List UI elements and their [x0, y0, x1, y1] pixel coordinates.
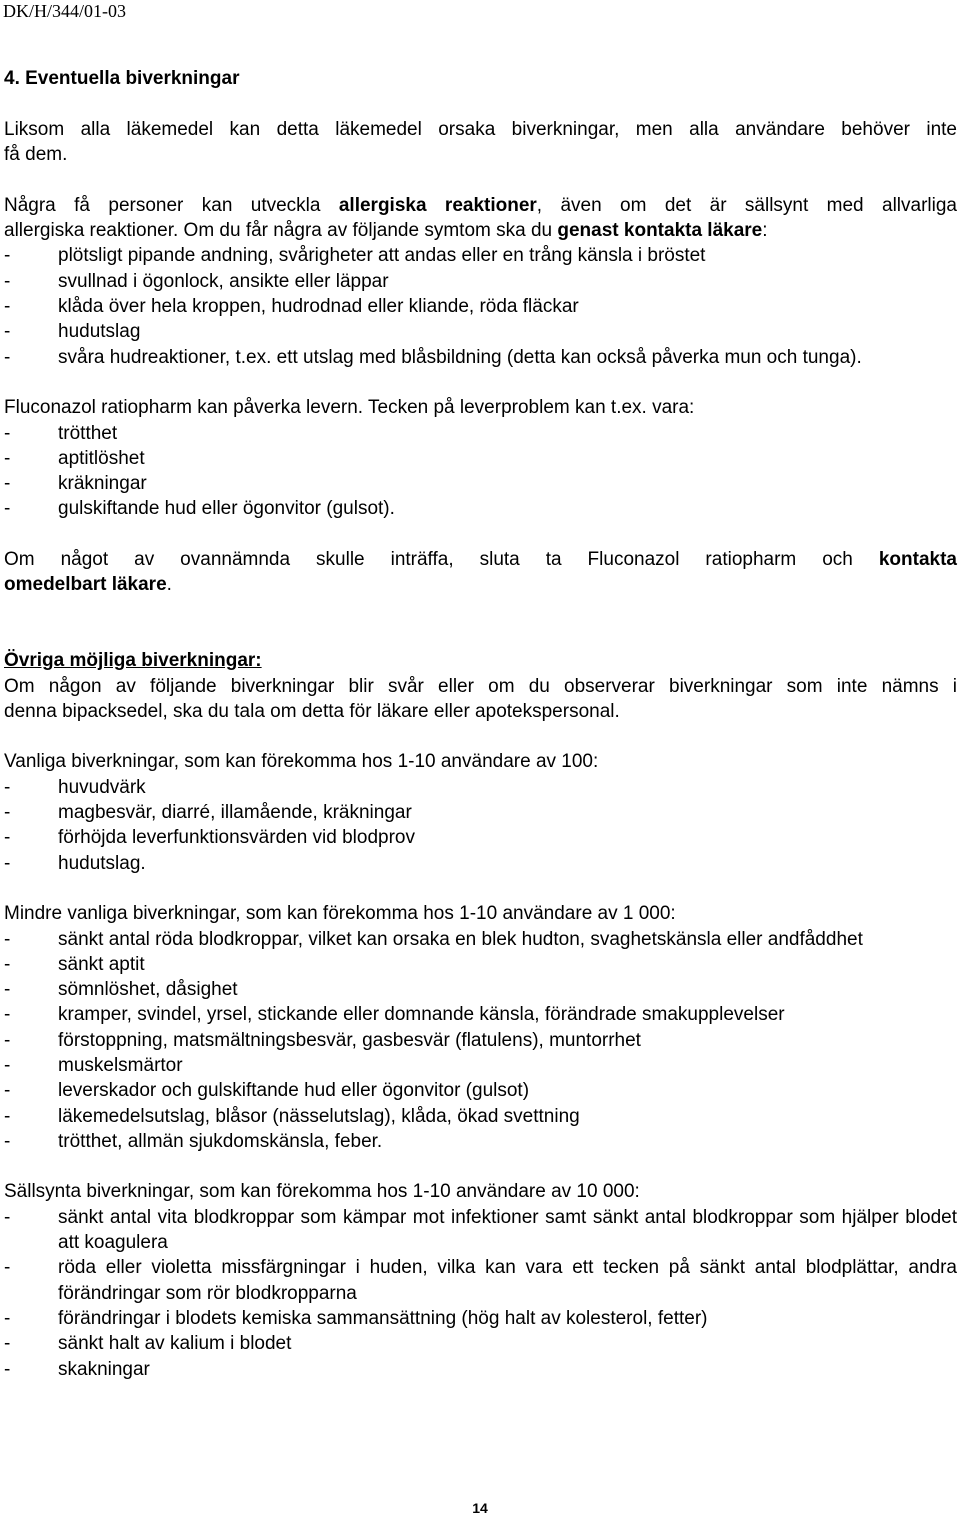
- list-item: - svåra hudreaktioner, t.ex. ett utslag med blåsbildning (detta kan också påverka mun och tunga).: [4, 346, 862, 368]
- list-item: - plötsligt pipande andning, svårigheter att andas eller en trång känsla i bröstet: [4, 245, 706, 267]
- rare-intro: Sällsynta biverkningar, som kan förekomma hos 1-10 användare av 10 000:: [4, 1181, 640, 1203]
- document-body: [4, 66, 957, 1382]
- uncommon-list: [4, 927, 957, 1155]
- document-reference: DK/H/344/01-03: [3, 1, 126, 21]
- section-title: 4. Eventuella biverkningar: [4, 68, 240, 89]
- list-item: - hudutslag: [4, 321, 141, 343]
- rare-paragraph: [4, 1179, 957, 1381]
- page-number: 14: [472, 1500, 488, 1516]
- liver-paragraph: [4, 395, 957, 521]
- list-item: - svullnad i ögonlock, ansikte eller läppar: [4, 270, 389, 292]
- list-item: - läkemedelsutslag, blåsor (nässelutslag), klåda, ökad svettning: [4, 1105, 580, 1127]
- common-list: [4, 775, 957, 876]
- stop-line-2: omedelbart läkare.: [4, 574, 172, 596]
- list-item: - klåda över hela kroppen, hudrodnad eller kliande, röda fläckar: [4, 296, 579, 318]
- list-item: - sänkt antal röda blodkroppar, vilket kan orsaka en blek hudton, svaghetskänsla eller andfåddhet: [4, 928, 863, 950]
- uncommon-paragraph: [4, 901, 957, 1154]
- list-item: - kramper, svindel, yrsel, stickande eller domnande känsla, förändrade smakupplevelser: [4, 1004, 785, 1026]
- list-item: - hudutslag.: [4, 852, 146, 874]
- stop-paragraph: [4, 547, 957, 598]
- list-item: - sänkt aptit: [4, 953, 145, 975]
- common-intro: Vanliga biverkningar, som kan förekomma hos 1-10 användare av 100:: [4, 751, 599, 773]
- allergy-line-2: allergiska reaktioner. Om du får några av följande symtom ska du genast kontakta läkare:: [4, 220, 768, 242]
- list-item: - muskelsmärtor: [4, 1054, 183, 1076]
- list-item: - aptitlöshet: [4, 447, 145, 469]
- other-heading: Övriga möjliga biverkningar:: [4, 650, 262, 672]
- allergy-paragraph: [4, 193, 957, 370]
- list-item: - trötthet: [4, 422, 118, 444]
- list-item: - kräkningar: [4, 473, 147, 495]
- list-item: - förändringar i blodets kemiska sammansättning (hög halt av kolesterol, fetter): [4, 1307, 708, 1329]
- list-item: - leverskador och gulskiftande hud eller ögonvitor (gulsot): [4, 1080, 530, 1102]
- list-item: - röda eller violetta missfärgningar i huden, vilka kan vara ett tecken på sänkt antal blodplättar, andra förändringar som rör blodkropparna: [4, 1257, 957, 1304]
- intro-line-2: få dem.: [4, 144, 68, 166]
- stop-line-1: Om något av ovannämnda skulle inträffa, sluta ta Fluconazol ratiopharm och kontakta: [4, 549, 957, 571]
- allergy-symptom-list: [4, 243, 957, 369]
- liver-intro: Fluconazol ratiopharm kan påverka levern. Tecken på leverproblem kan t.ex. vara:: [4, 397, 695, 419]
- other-line-2: denna bipacksedel, ska du tala om detta för läkare eller apotekspersonal.: [4, 700, 620, 722]
- common-paragraph: [4, 749, 957, 875]
- list-item: - förhöjda leverfunktionsvärden vid blodprov: [4, 827, 415, 849]
- other-line-1: Om någon av följande biverkningar blir svår eller om du observerar biverkningar som inte nämns i: [4, 675, 957, 697]
- list-item: - sömnlöshet, dåsighet: [4, 979, 238, 1001]
- list-item: - huvudvärk: [4, 776, 146, 798]
- list-item: - skakningar: [4, 1358, 150, 1380]
- uncommon-intro: Mindre vanliga biverkningar, som kan förekomma hos 1-10 användare av 1 000:: [4, 903, 676, 925]
- intro-paragraph: [4, 117, 957, 168]
- intro-line-1: Liksom alla läkemedel kan detta läkemedel orsaka biverkningar, men alla användare behöver inte: [4, 119, 957, 140]
- list-item: - gulskiftande hud eller ögonvitor (gulsot).: [4, 498, 395, 520]
- list-item: - magbesvär, diarré, illamående, kräkningar: [4, 802, 412, 824]
- list-item: - trötthet, allmän sjukdomskänsla, feber.: [4, 1130, 383, 1152]
- list-item: - sänkt antal vita blodkroppar som kämpar mot infektioner samt sänkt antal blodkroppar som hjälper blodet att koagulera: [4, 1206, 957, 1254]
- list-item: - sänkt halt av kalium i blodet: [4, 1333, 292, 1355]
- allergy-line-1: Några få personer kan utveckla allergiska reaktioner, även om det är sällsynt med allvarliga: [4, 194, 957, 216]
- rare-list: [4, 1205, 957, 1382]
- other-paragraph: [4, 648, 957, 724]
- list-item: - förstoppning, matsmältningsbesvär, gasbesvär (flatulens), muntorrhet: [4, 1029, 641, 1051]
- liver-symptom-list: [4, 421, 957, 522]
